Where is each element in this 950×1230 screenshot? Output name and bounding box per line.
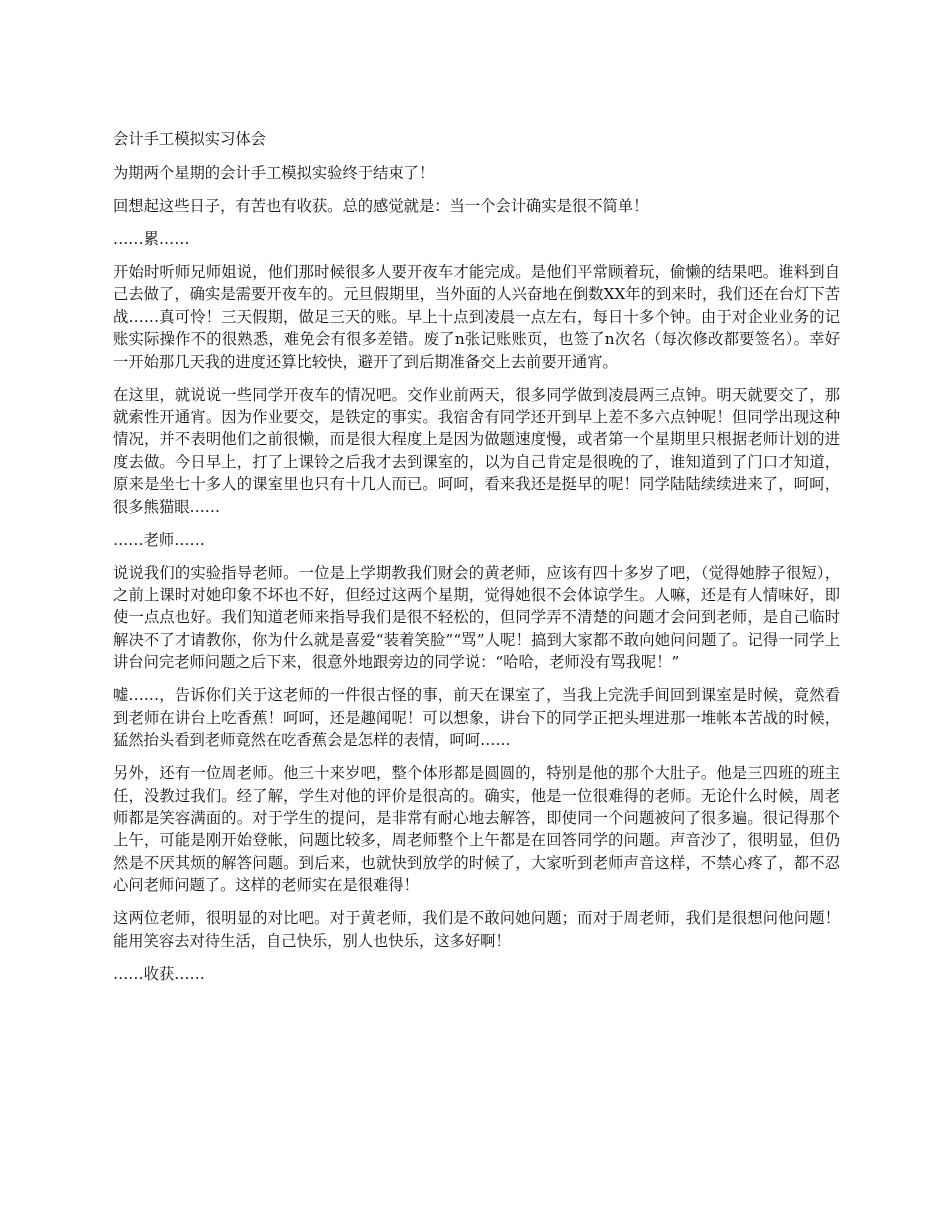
paragraph-teacher-zhou: 另外，还有一位周老师。他三十来岁吧，整个体形都是圆圆的，特别是他的那个大肚子。他是三四班的班主任，没教过我们。经了解，学生对他的评价是很高的。确实，他是一位很难得的老师。无论什么时候，周老师都是笑容满面的。对于学生的提问，是非常有耐心地去解答，即使同一个问题被问了很多遍。很记得那个上午，可能是刚开始登帐，问题比较多，周老师整个上午都是在回答同学的问题。声音沙了，很明显，但仍然是不厌其烦的解答问题。到后来，也就快到放学的时候了，大家听到老师声音这样，不禁心疼了，都不忍心问老师问题了。这样的老师实在是很难得！ [113,764,840,895]
section-heading-gains: ……收获…… [113,964,205,983]
summary-paragraph: 回想起这些日子，有苦也有收获。总的感觉就是：当一个会计确实是很不简单！ [113,197,649,215]
paragraph-night-work: 开始时听师兄师姐说，他们那时候很多人要开夜车才能完成。是他们平常顾着玩，偷懒的结果吧。谁料到自己去做了，确实是需要开夜车的。元旦假期里，当外面的人兴奋地在倒数XX年的到来时，我们还在台灯下苦战……真可怜！三天假期，做足三天的账。早上十点到凌晨一点左右，每日十多个钟。由于对企业业务的记账实际操作不的很熟悉，难免会有很多差错。废了n张记账账页，也签了n次名（每次修改都要签名）。幸好一开始那几天我的进度还算比较快，避开了到后期准备交上去前要开通宵。 [113,263,840,371]
section-heading-tired: ……累…… [113,230,190,248]
paragraph-teacher-huang: 说说我们的实验指导老师。一位是上学期教我们财会的黄老师，应该有四十多岁了吧，（觉得她脖子很短），之前上课时对她印象不坏也不好，但经过这两个星期，觉得她很不会体谅学生。人嘛，还是有人情味好，即使一点点也好。我们知道老师来指导我们是很不轻松的，但同学弄不清楚的问题才会问到老师，是自己临时解决不了才请教你，你为什么就是喜爱“装着笑脸”“骂”人呢！搞到大家都不敢向她问问题了。记得一同学上讲台问完老师问题之后下来，很意外地跟旁边的同学说：“哈哈，老师没有骂我呢！” [113,563,840,672]
intro-paragraph: 为期两个星期的会计手工模拟实验终于结束了！ [113,164,435,182]
document-body [113,128,840,996]
paragraph-banana-story: 嘘……，告诉你们关于这老师的一件很古怪的事，前天在课室了，当我上完洗手间回到课室是时候，竟然看到老师在讲台上吃香蕉！呵呵，还是趣闻呢！可以想象，讲台下的同学正把头埋进那一堆帐本苦战的时候，猛然抬头看到老师竟然在吃香蕉会是怎样的表情，呵呵…… [113,686,840,750]
section-heading-teachers: ……老师…… [113,530,205,549]
paragraph-classmates: 在这里，就说说一些同学开夜车的情况吧。交作业前两天，很多同学做到凌晨两三点钟。明天就要交了，那就索性开通宵。因为作业要交，是铁定的事实。我宿舍有同学还开到早上差不多六点钟呢！但同学出现这种情况，并不表明他们之前很懒，而是很大程度上是因为做题速度慢，或者第一个星期里只根据老师计划的进度去做。今日早上，打了上课铃之后我才去到课室的，以为自己肯定是很晚的了，谁知道到了门口才知道，原来是坐七十多人的课室里也只有十几人而已。呵呵，看来我还是挺早的呢！同学陆陆续续进来了，呵呵，很多熊猫眼…… [113,385,840,516]
document-title: 会计手工模拟实习体会 [113,130,266,148]
paragraph-comparison: 这两位老师，很明显的对比吧。对于黄老师，我们是不敢问她问题；而对于周老师，我们是很想问他问题！能用笑容去对待生活，自己快乐，别人也快乐，这多好啊！ [113,909,840,950]
